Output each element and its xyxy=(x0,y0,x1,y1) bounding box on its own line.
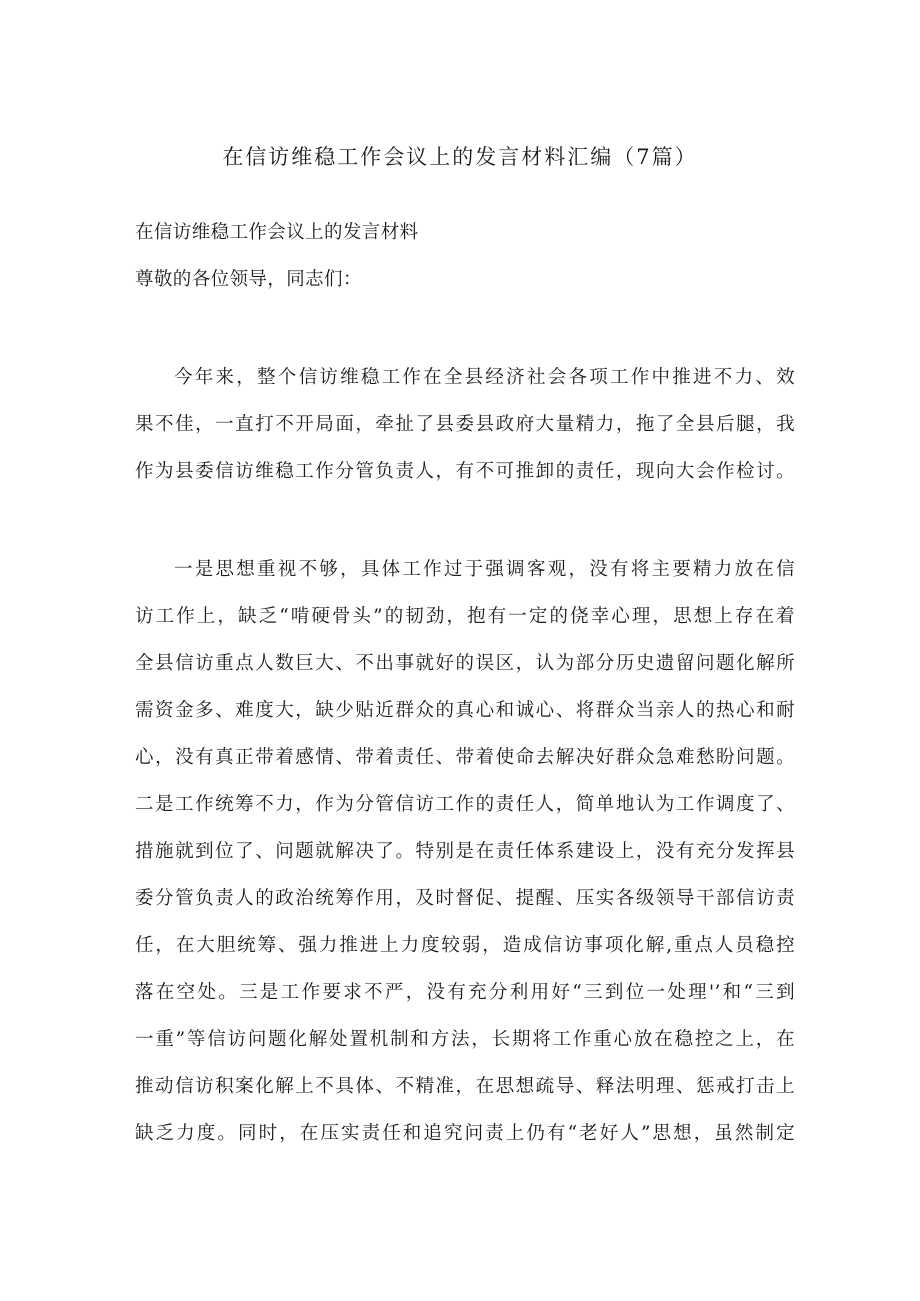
paragraph2-line-7: 措施就到位了、问题就解决了。特别是在责任体系建设上，没有充分发挥县 xyxy=(135,841,795,862)
paragraph2-line-13: 缺乏力度。同时，在压实责任和追究问责上仍有“老好人”思想，虽然制定 xyxy=(135,1123,795,1144)
document-subtitle: 在信访维稳工作会议上的发言材料 xyxy=(135,222,419,243)
paragraph2-line-11: 一重”等信访问题化解处置机制和方法，长期将工作重心放在稳控之上，在 xyxy=(135,1029,795,1050)
paragraph2-line-9: 任，在大胆统筹、强力推进上力度较弱，造成信访事项化解,重点人员稳控 xyxy=(135,935,795,956)
document-title: 在信访维稳工作会议上的发言材料汇编（7篇） xyxy=(222,145,698,169)
paragraph2-line-8: 委分管负责人的政治统筹作用，及时督促、提醒、压实各级领导干部信访责 xyxy=(135,888,795,909)
salutation: 尊敬的各位领导，同志们： xyxy=(135,269,362,290)
paragraph2-line-10: 落在空处。三是工作要求不严，没有充分利用好“三到位一处理'’和“三到 xyxy=(135,982,795,1003)
paragraph2-line-5: 心，没有真正带着感情、带着责任、带着使命去解决好群众急难愁盼问题。 xyxy=(135,747,795,768)
paragraph2-line-6: 二是工作统筹不力，作为分管信访工作的责任人，简单地认为工作调度了、 xyxy=(135,794,795,815)
paragraph1-line-2: 果不佳，一直打不开局面，牵扯了县委县政府大量精力，拖了全县后腿，我 xyxy=(135,414,795,435)
paragraph1-line-3: 作为县委信访维稳工作分管负责人，有不可推卸的责任，现向大会作检讨。 xyxy=(135,461,795,482)
paragraph2-line-2: 访工作上，缺乏“啃硬骨头”的韧劲，抱有一定的侥幸心理，思想上存在着 xyxy=(135,606,795,627)
paragraph2-line-1: 一是思想重视不够，具体工作过于强调客观，没有将主要精力放在信 xyxy=(174,559,795,580)
paragraph2-line-4: 需资金多、难度大，缺少贴近群众的真心和诚心、将群众当亲人的热心和耐 xyxy=(135,700,795,721)
paragraph1-line-1: 今年来，整个信访维稳工作在全县经济社会各项工作中推进不力、效 xyxy=(174,367,795,388)
paragraph2-line-12: 推动信访积案化解上不具体、不精准，在思想疏导、释法明理、惩戒打击上 xyxy=(135,1076,795,1097)
paragraph2-line-3: 全县信访重点人数巨大、不出事就好的误区，认为部分历史遗留问题化解所 xyxy=(135,653,795,674)
